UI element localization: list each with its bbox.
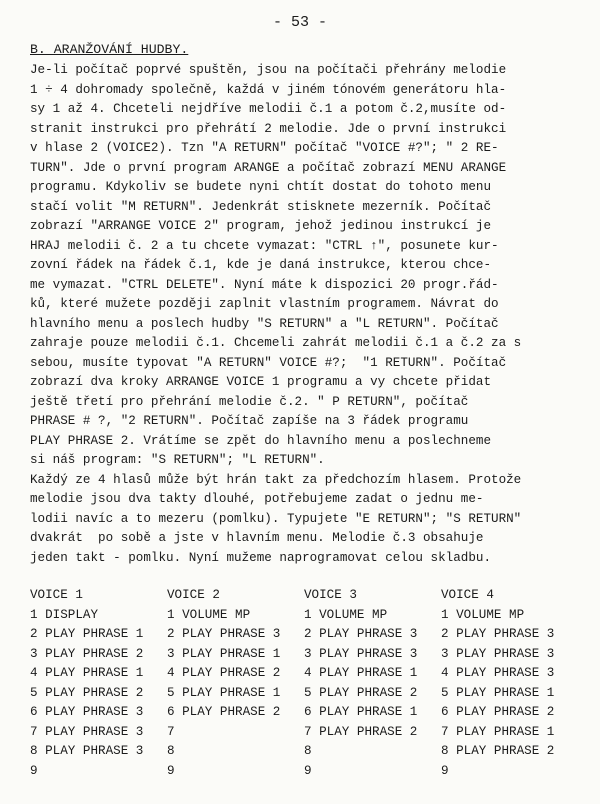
voice-row: 5 PLAY PHRASE 2 — [304, 685, 418, 700]
voice-row: 3 PLAY PHRASE 1 — [167, 646, 281, 661]
text-line: zobrazí "ARRANGE VOICE 2" program, jehož jedinou instrukcí je — [30, 219, 492, 233]
voice-program-table — [30, 586, 580, 781]
voice-row: 3 PLAY PHRASE 2 — [30, 646, 144, 661]
voice-row: 1 DISPLAY — [30, 607, 99, 622]
text-line: programu. Kdykoliv se budete nyni chtít dostat do tohoto menu — [30, 180, 492, 194]
voice-row: 8 PLAY PHRASE 3 — [30, 744, 144, 758]
text-line: me vymazat. "CTRL DELETE". Nyní máte k dispozici 20 progr.řád- — [30, 277, 499, 292]
text-line: Je-li počítač poprvé spuštěn, jsou na počítači přehrány melodie — [30, 63, 507, 77]
voice-4-column — [441, 586, 578, 781]
text-line: 1 ÷ 4 dohromady společně, každá v jiném tónovém generátoru hla- — [30, 82, 507, 97]
voice-3-column — [304, 586, 441, 781]
text-line: lodii navíc a to mezeru (pomlku). Typujete "E RETURN"; "S RETURN" — [30, 511, 522, 526]
voice-row: 5 PLAY PHRASE 2 — [30, 685, 144, 700]
text-line: sy 1 až 4. Chceteli nejdříve melodii č.1 a potom č.2,musíte od- — [30, 102, 507, 116]
text-line: stranit instrukci pro přehrátí 2 melodie. Jde o první instrukci — [30, 121, 507, 136]
voice-1-column — [30, 586, 167, 781]
text-line: zobrazí dva kroky ARRANGE VOICE 1 programu a vy chcete přidat — [30, 375, 492, 389]
voice-row: 7 PLAY PHRASE 1 — [441, 724, 555, 739]
voice-row: 4 PLAY PHRASE 1 — [304, 666, 418, 680]
voice-row: 6 PLAY PHRASE 2 — [167, 705, 281, 719]
voice-row: 9 — [304, 763, 312, 778]
text-line: PLAY PHRASE 2. Vrátíme se zpět do hlavního menu a poslechneme — [30, 433, 492, 448]
voice-3-title: VOICE 3 — [304, 588, 357, 602]
text-line: jeden takt - pomlku. Nyní mužeme naprogramovat celou skladbu. — [30, 550, 492, 565]
section-heading: B. ARANŽOVÁNÍ HUDBY. — [30, 42, 189, 57]
text-line: stačí volit "M RETURN". Jedenkrát stisknete mezerník. Počítač — [30, 199, 492, 214]
voice-row: 1 VOLUME MP — [167, 607, 251, 622]
text-line: TURN". Jde o první program ARANGE a počítač zobrazí MENU ARANGE — [30, 160, 507, 175]
voice-row: 5 PLAY PHRASE 1 — [441, 685, 555, 700]
text-line: dvakrát po sobě a jste v hlavním menu. Melodie č.3 obsahuje — [30, 531, 484, 545]
text-line: PHRASE # ?, "2 RETURN". Počítač zapíše na 3 řádek programu — [30, 414, 469, 428]
voice-row: 8 — [167, 744, 175, 758]
text-line: zahraje pouze melodii č.1. Chcemeli zahrát melodii č.1 a č.2 za s — [30, 336, 522, 350]
voice-row: 1 VOLUME MP — [441, 607, 525, 622]
text-line: Každý ze 4 hlasů může být hrán takt za předchozím hlasem. Protože — [30, 472, 522, 487]
voice-row: 2 PLAY PHRASE 3 — [441, 627, 555, 641]
body-text — [30, 61, 575, 568]
voice-row: 6 PLAY PHRASE 1 — [304, 705, 418, 719]
voice-row: 4 PLAY PHRASE 3 — [441, 666, 555, 680]
page-number: - 53 - — [272, 14, 327, 31]
voice-row: 5 PLAY PHRASE 1 — [167, 685, 281, 700]
voice-2-column — [167, 586, 304, 781]
voice-row: 1 VOLUME MP — [304, 607, 388, 622]
voice-row: 4 PLAY PHRASE 1 — [30, 666, 144, 680]
text-line: sebou, musíte typovat "A RETURN" VOICE #?; "1 RETURN". Počítač — [30, 355, 507, 370]
text-line: HRAJ melodii č. 2 a tu chcete vymazat: "CTRL ↑", posunete kur- — [30, 238, 499, 253]
voice-row: 2 PLAY PHRASE 3 — [304, 627, 418, 641]
voice-row: 9 — [30, 763, 38, 778]
voice-row: 9 — [167, 763, 175, 778]
voice-row: 3 PLAY PHRASE 3 — [304, 646, 418, 661]
voice-2-title: VOICE 2 — [167, 588, 220, 602]
text-line: melodie jsou dva takty dlouhé, potřebujeme zadat o jednu me- — [30, 492, 484, 506]
voice-1-title: VOICE 1 — [30, 588, 83, 602]
text-line: zovní řádek na řádek č.1, kde je daná instrukce, kterou chce- — [30, 258, 492, 272]
voice-row: 2 PLAY PHRASE 1 — [30, 627, 144, 641]
voice-row: 6 PLAY PHRASE 3 — [30, 705, 144, 719]
text-line: si náš program: "S RETURN"; "L RETURN". — [30, 453, 325, 467]
text-line: v hlase 2 (VOICE2). Tzn "A RETURN" počítač "VOICE #?"; " 2 RE- — [30, 141, 499, 155]
voice-row: 4 PLAY PHRASE 2 — [167, 666, 281, 680]
voice-4-title: VOICE 4 — [441, 588, 494, 602]
voice-row: 6 PLAY PHRASE 2 — [441, 705, 555, 719]
voice-row: 3 PLAY PHRASE 3 — [441, 646, 555, 661]
text-line: ještě třetí pro přehrání melodie č.2. " P RETURN", počítač — [30, 394, 469, 409]
voice-row: 7 — [167, 724, 175, 739]
voice-row: 7 PLAY PHRASE 2 — [304, 724, 418, 739]
voice-row: 2 PLAY PHRASE 3 — [167, 627, 281, 641]
voice-row: 8 PLAY PHRASE 2 — [441, 744, 555, 758]
voice-row: 7 PLAY PHRASE 3 — [30, 724, 144, 739]
voice-row: 9 — [441, 763, 449, 778]
voice-row: 8 — [304, 744, 312, 758]
text-line: ků, které mužete později zaplnit vlastním programem. Návrat do — [30, 297, 499, 311]
text-line: hlavního menu a poslech hudby "S RETURN" a "L RETURN". Počítač — [30, 316, 499, 331]
